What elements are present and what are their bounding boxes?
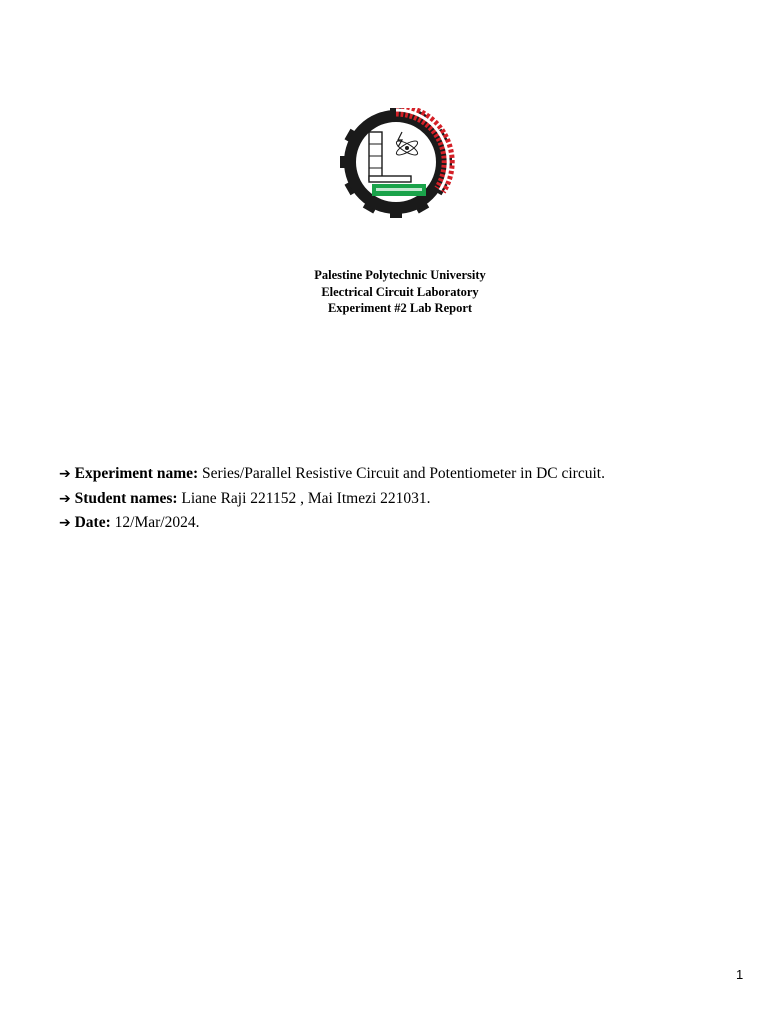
experiment-name-item — [59, 462, 605, 487]
date-value: 12/Mar/2024. — [110, 514, 200, 531]
university-seal-icon — [340, 108, 462, 218]
student-names-value: Liane Raji 221152 , Mai Itmezi 221031. — [177, 489, 431, 507]
arrow-icon: ➔ — [59, 466, 71, 482]
page-number: 1 — [736, 967, 744, 982]
university-name: Palestine Polytechnic University — [314, 268, 486, 282]
student-names-item — [59, 487, 605, 512]
report-details — [59, 462, 605, 536]
university-logo — [340, 108, 462, 218]
report-header — [0, 267, 768, 317]
report-title: Experiment #2 Lab Report — [327, 301, 473, 315]
date-label: Date: — [74, 514, 111, 531]
experiment-name-value: Series/Parallel Resistive Circuit and Potentiometer in DC circuit. — [198, 465, 605, 482]
arrow-icon: ➔ — [59, 490, 71, 507]
date-item — [59, 511, 605, 536]
arrow-icon: ➔ — [59, 515, 71, 531]
laboratory-name: Electrical Circuit Laboratory — [321, 284, 479, 299]
experiment-name-label: Experiment name: — [74, 465, 199, 482]
student-names-label: Student names: — [74, 489, 178, 507]
